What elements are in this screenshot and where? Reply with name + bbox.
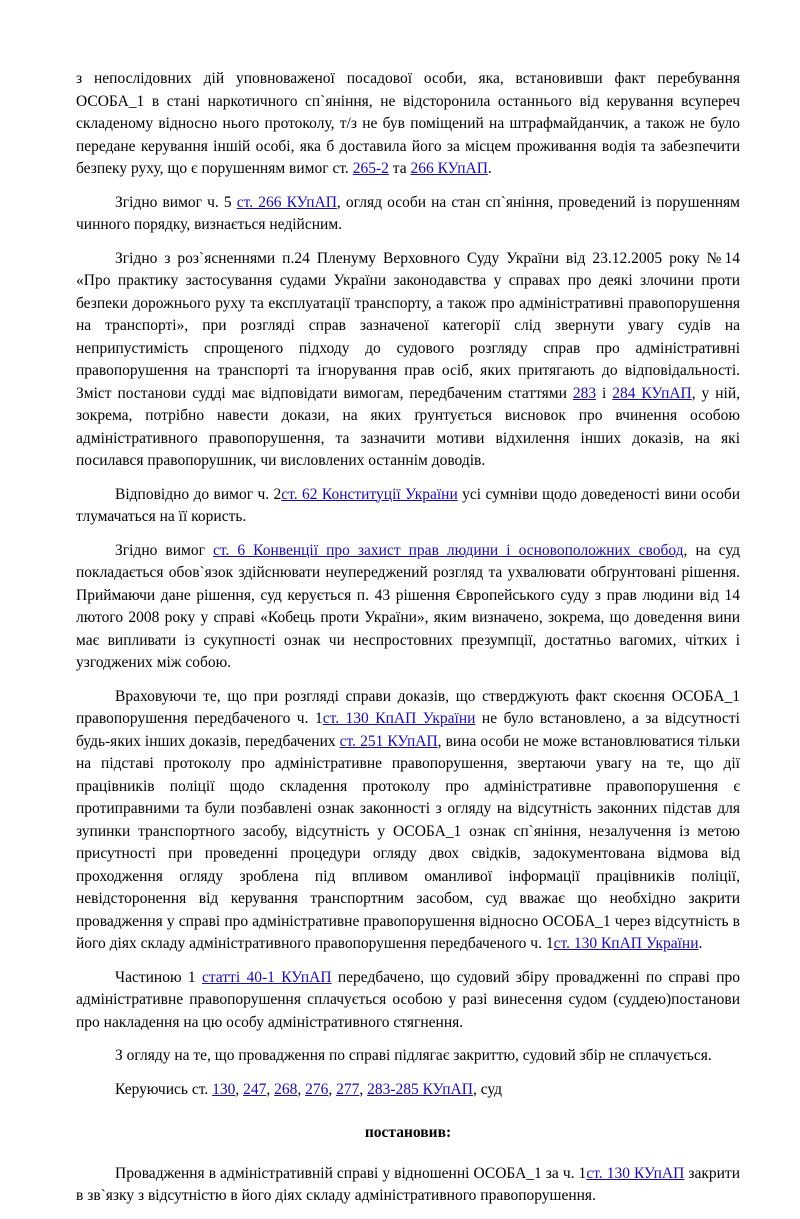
paragraph — [76, 192, 740, 237]
resolution-heading: постановив: — [364, 1124, 452, 1141]
law-reference-link[interactable]: 276 — [305, 1080, 329, 1098]
law-reference-link[interactable]: ст. 251 КУпАП — [339, 732, 438, 750]
document-page — [76, 68, 740, 1219]
paragraph-text: , — [235, 1080, 244, 1098]
paragraph-text: усі сумніви щодо доведеності вини особи тлумачаться на її користь. — [76, 485, 740, 525]
paragraph-text: Згідно з роз`ясненнями п.24 Пленуму Верховного Суду України від 23.12.2005 року №14 «Про практику застосування судами України законодавства у справах про деякі злочини проти безпеки дорожнього руху та експлуатації транспорту, а також про адміністративні правопорушення на транспорті», при розгляді справ зазначеної категорії слід звернути увагу судів на неприпустимість спрощеного підходу до судового розгляду справ про адміністративні правопорушення на транспорті та ігнорування прав осіб, яких притягають до відповідальності. Зміст постанови судді має відповідати вимогам, передбаченим статтями — [76, 249, 740, 402]
law-reference-link[interactable]: статті 40-1 КУпАП — [201, 968, 332, 986]
paragraph — [76, 1163, 740, 1208]
law-reference-link[interactable]: ст. 130 КУпАП — [586, 1164, 685, 1182]
paragraph-text: Провадження в адміністративній справі у відношенні ОСОБА_1 за ч. 1 — [115, 1164, 587, 1182]
paragraph-text: Згідно вимог — [115, 541, 213, 559]
paragraph-text: з непослідовних дій уповноваженої посадової особи, яка, встановивши факт перебування ОСОБА_1 в стані наркотичного сп`яніння, не відсторонила останнього від керування всупереч складеному відносно нього протоколу, т/з не був поміщений на штрафмайданчик, а також не було передане керування іншій особі, яка б доставила його за місцем проживання водія та забезпечити безпеку руху, що є порушенням вимог ст. — [76, 70, 740, 177]
paragraph-text: . — [487, 160, 492, 177]
law-reference-link[interactable]: ст. 266 КУпАП — [236, 193, 337, 211]
paragraph-text: , вина особи не може встановлюватися тільки на підставі протоколу про адміністративне правопорушення, звертаючи увагу на те, що дії працівників поліції щодо складення протоколу про адміністративне правопорушення є протиправними та були позбавлені ознак законності з огляду на відсутність законних підстав для зупинки транспортного засобу, відсутність у ОСОБА_1 ознак сп`яніння, незалучення із метою присутності при проведенні процедури огляду двох свідків, задокументована відмова від проходження огляду зроблена під впливом оманливої інформації працівників поліції, невідсторонення від керування транспортним засобом, суд вважає що необхідно закрити провадження у справі про адміністративне правопорушення відносно ОСОБА_1 через відсутність в його діях складу адміністративного правопорушення передбаченого ч. 1 — [76, 732, 740, 952]
law-reference-link[interactable]: 247 — [243, 1080, 267, 1098]
paragraph-text: та — [388, 160, 411, 177]
law-reference-link[interactable]: 284 КУпАП — [612, 384, 692, 402]
paragraph-text: закрити в зв`язку з відсутністю в його діях складу адміністративного правопорушення. — [76, 1164, 740, 1204]
paragraph-text: , — [359, 1080, 368, 1098]
paragraph-text: , — [297, 1080, 306, 1098]
paragraph — [76, 484, 740, 529]
paragraph-text: Враховуючи те, що при розгляді справи доказів, що стверджують факт скоєння ОСОБА_1 правопорушення передбаченого ч. 1 — [76, 687, 740, 727]
paragraph-text: не було встановлено, а за відсутності будь-яких інших доказів, передбачених — [76, 710, 740, 750]
document-body — [76, 68, 740, 1101]
paragraph — [76, 1045, 740, 1068]
paragraph-text: , суд — [472, 1080, 503, 1098]
paragraph-text: , на суд покладається обов`язок здійснювати неупереджений розгляд та ухвалювати обґрунтовані рішення. Приймаючи дане рішення, суд керується п. 43 рішення Європейського суду з прав людини від 14 лютого 2008 року у справі «Кобець проти України», яким визначено, зокрема, що доведення вини має випливати із сукупності ознак чи неспростовних презумпції, достатньо вагомих, чітких і узгоджених між собою. — [76, 541, 740, 671]
paragraph-text: Частиною 1 — [115, 968, 202, 986]
law-reference-link[interactable]: 283-285 КУпАП — [367, 1080, 473, 1098]
law-reference-link[interactable]: 283 — [572, 384, 597, 402]
paragraph-text: передбачено, що судовий збіру провадженні по справі про адміністративне правопорушення сплачується особою у разі винесення судом (суддею)постанови про накладення на цю особу адміністративного стягнення. — [76, 968, 740, 1031]
law-reference-link[interactable]: 268 — [274, 1080, 298, 1098]
paragraph-text: Згідно вимог ч. 5 — [115, 193, 237, 211]
law-reference-link[interactable]: 266 КУпАП — [410, 160, 488, 177]
law-reference-link[interactable]: 277 — [336, 1080, 360, 1098]
paragraph-text: , у ній, зокрема, потрібно навести докази, на яких ґрунтується висновок про вчинення особою адміністративного правопорушення, та зазначити мотиви відхилення інших доказів, на які посилався правопорушник, чи висловлених останнім доводів. — [76, 384, 740, 469]
paragraph-text: З огляду на те, що провадження по справі підлягає закриттю, судовий збір не сплачується. — [115, 1047, 712, 1064]
law-reference-link[interactable]: ст. 6 Конвенції про захист прав людини і основоположних свобод — [212, 541, 684, 559]
paragraph — [76, 540, 740, 675]
law-reference-link[interactable]: ст. 62 Конституції України — [281, 485, 458, 503]
paragraph — [76, 68, 740, 181]
paragraph — [76, 1079, 740, 1102]
law-reference-link[interactable]: 130 — [212, 1080, 236, 1098]
paragraph-text: , — [328, 1080, 337, 1098]
paragraph-text: , огляд особи на стан сп`яніння, проведений із порушенням чинного порядку, визнається недійсним. — [76, 193, 740, 233]
resolution-body — [76, 1163, 740, 1208]
paragraph — [76, 967, 740, 1035]
paragraph — [76, 248, 740, 473]
paragraph-text: Керуючись ст. — [115, 1080, 213, 1098]
paragraph-text: , — [266, 1080, 275, 1098]
paragraph-text: і — [596, 384, 613, 402]
paragraph-text: . — [698, 935, 703, 952]
law-reference-link[interactable]: 265-2 — [352, 160, 389, 177]
law-reference-link[interactable]: ст. 130 КпАП України — [553, 935, 699, 952]
paragraph — [76, 686, 740, 956]
law-reference-link[interactable]: ст. 130 КпАП України — [322, 710, 476, 727]
paragraph-text: Відповідно до вимог ч. 2 — [115, 485, 282, 503]
